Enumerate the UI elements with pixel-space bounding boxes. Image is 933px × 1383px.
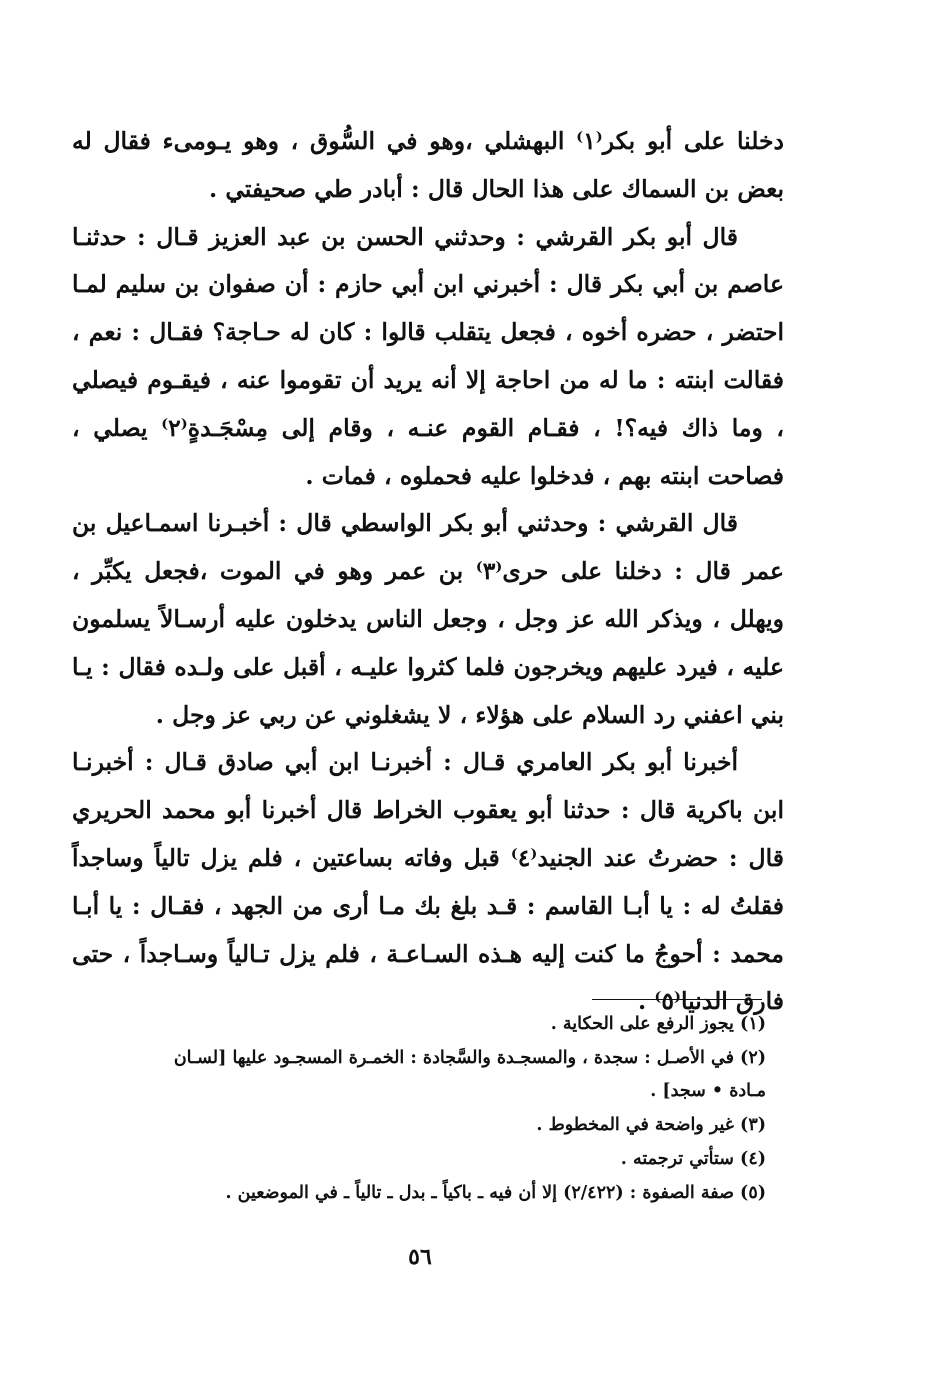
footnote-separator bbox=[592, 999, 762, 1000]
paragraph-2: قال أبو بكر القرشي : وحدثني الحسن بن عبد العزيز قـال : حدثنـا عاصم بن أبي بكر قال : أخبرني ابن أبي حازم : أن صفوان بن سليم لمـا احتضر ، حضره أخوه ، فجعل يتقلب قالوا : كان له حـاجة؟ فقـال : نعم ، فقالت ابنته : ما له من احاجة إلا أنه يريد أن تقوموا عنه ، فيقـوم فيصلي ، وما ذاك فيه؟! ، فقـام القوم عنـه ، وقام إلى مِسْجَـدةٍ⁽٢⁾ يصلي ، فصاحت ابنته بهم ، فدخلوا عليه فحملوه ، فمات . bbox=[72, 222, 785, 490]
paragraph-3: قال القرشي : وحدثني أبو بكر الواسطي قال : أخبـرنا اسمـاعيل بن عمر قال : دخلنا على حرى⁽٣⁾ بن عمر وهو في الموت ،فجعل يكبِّر ، ويهلل ، ويذكر الله عز وجل ، وجعل الناس يدخلون عليه أرسـالاً يسلمون عليه ، فيرد عليهم ويخرجون فلما كثروا عليـه ، أقبل على ولـده فقال : يـا بني اعفني رد السلام على هؤلاء ، لا يشغلوني عن ربي عز وجل . bbox=[72, 509, 784, 729]
footnote-3: (٣) غير واضحة في المخطوط . bbox=[536, 1115, 766, 1136]
main-text bbox=[72, 118, 784, 1026]
footnote-4: (٤) ستأتي ترجمته . bbox=[620, 1148, 766, 1169]
footnote-1: (١) يجوز الرفع على الحكاية . bbox=[550, 1014, 766, 1034]
paragraph-1: دخلنا على أبو بكر⁽١⁾ البهشلي ،وهو في السُّوق ، وهو يـومىء فقال له بعض بن السماك على هذا الحال قال : أبادر طي صحيفتي . bbox=[72, 127, 784, 203]
footnotes bbox=[140, 1008, 766, 1210]
paragraph-4: أخبرنا أبو بكر العامري قـال : أخبرنـا ابن أبي صادق قـال : أخبرنـا ابن باكرية قال : حدثنا أبو يعقوب الخراط قال أخبرنا أبو محمد الحريري قال : حضرتُ عند الجنيد⁽٤⁾ قبل وفاته بساعتين ، فلم يزل تالياً وساجداً فقلتُ له : يا أبـا القاسم : قـد بلغ بك مـا أرى من الجهد ، فقـال : يا أبـا محمد : أحوجُ ما كنت إليه هـذه السـاعـة ، فلم يزل تـالياً وسـاجداً ، حتى فارق الدنيا⁽٥⁾ . bbox=[72, 748, 784, 1016]
footnote-5: (٥) صفة الصفوة : (٢/٤٢٢) إلا أن فيه ـ باكياً ـ بدل ـ تالياً ـ في الموضعين . bbox=[225, 1182, 766, 1203]
footnote-2: (٢) في الأصـل : سجدة ، والمسجـدة والسَّجادة : الخمـرة المسجـود عليها [لسـان مـادة • سجد] . bbox=[173, 1047, 766, 1102]
page-number: ٥٦ bbox=[408, 1244, 432, 1270]
